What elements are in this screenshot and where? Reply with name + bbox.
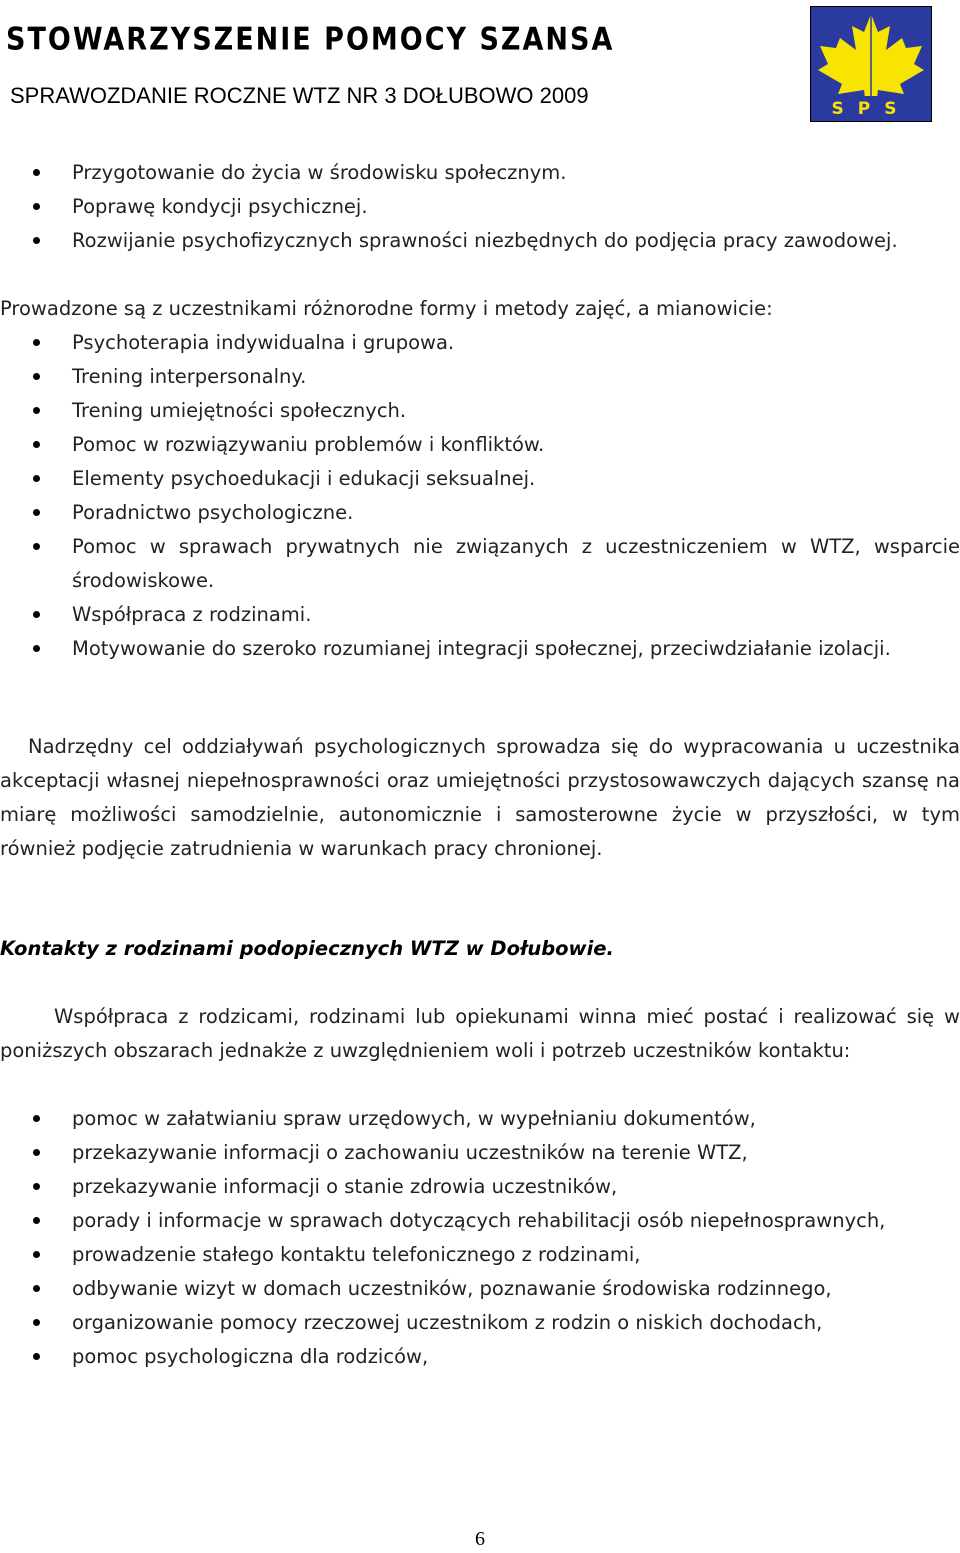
list-item: organizowanie pomocy rzeczowej uczestnikom z rodzin o niskich dochodach, xyxy=(0,1306,960,1340)
goals-list xyxy=(0,156,960,258)
list-item: Trening interpersonalny. xyxy=(0,360,960,394)
list-item: Motywowanie do szeroko rozumianej integracji społecznej, przeciwdziałanie izolacji. xyxy=(0,632,960,666)
list-item: Współpraca z rodzinami. xyxy=(0,598,960,632)
methods-list xyxy=(0,326,960,666)
list-item: Rozwijanie psychofizycznych sprawności niezbędnych do podjęcia pracy zawodowej. xyxy=(0,224,960,258)
list-item: Poprawę kondycji psychicznej. xyxy=(0,190,960,224)
cooperation-areas-list xyxy=(0,1102,960,1374)
cooperation-paragraph xyxy=(0,1000,960,1068)
list-item: Pomoc w rozwiązywaniu problemów i konfliktów. xyxy=(0,428,960,462)
list-item: pomoc psychologiczna dla rodziców, xyxy=(0,1340,960,1374)
list-item: Poradnictwo psychologiczne. xyxy=(0,496,960,530)
list-item: prowadzenie stałego kontaktu telefonicznego z rodzinami, xyxy=(0,1238,960,1272)
list-item: przekazywanie informacji o stanie zdrowia uczestników, xyxy=(0,1170,960,1204)
list-item: Pomoc w sprawach prywatnych nie związanych z uczestniczeniem w WTZ, wsparcie środowiskowe. xyxy=(0,530,960,598)
main-paragraph xyxy=(0,730,960,866)
list-item: Elementy psychoedukacji i edukacji seksualnej. xyxy=(0,462,960,496)
list-item: Przygotowanie do życia w środowisku społecznym. xyxy=(0,156,960,190)
list-item: pomoc w załatwianiu spraw urzędowych, w wypełnianiu dokumentów, xyxy=(0,1102,960,1136)
organization-logo xyxy=(810,6,932,122)
logo-letters: SPS xyxy=(831,99,911,119)
section-heading: Kontakty z rodzinami podopiecznych WTZ w Dołubowie. xyxy=(0,937,614,960)
methods-intro: Prowadzone są z uczestnikami różnorodne formy i metody zajęć, a mianowicie: xyxy=(0,297,773,320)
list-item: Trening umiejętności społecznych. xyxy=(0,394,960,428)
organization-name: STOWARZYSZENIE POMOCY SZANSA xyxy=(6,22,615,58)
report-subtitle: SPRAWOZDANIE ROCZNE WTZ NR 3 DOŁUBOWO 2009 xyxy=(10,83,589,108)
main-paragraph-text: Nadrzędny cel oddziaływań psychologicznych sprowadza się do wypracowania u uczestnika akceptacji własnej niepełnosprawności oraz umiejętności przystosowawczych dających szansę na miarę możliwości samodzielnie, autonomicznie i samosterowne życie w przyszłości, w tym również podjęcie zatrudnienia w warunkach pracy chronionej. xyxy=(0,735,960,860)
list-item: odbywanie wizyt w domach uczestników, poznawanie środowiska rodzinnego, xyxy=(0,1272,960,1306)
list-item: porady i informacje w sprawach dotyczących rehabilitacji osób niepełnosprawnych, xyxy=(0,1204,960,1238)
page-number: 6 xyxy=(475,1528,485,1550)
list-item: przekazywanie informacji o zachowaniu uczestników na terenie WTZ, xyxy=(0,1136,960,1170)
cooperation-paragraph-text: Współpraca z rodzicami, rodzinami lub opiekunami winna mieć postać i realizować się w poniższych obszarach jednakże z uwzględnieniem woli i potrzeb uczestników kontaktu: xyxy=(0,1005,960,1062)
list-item: Psychoterapia indywidualna i grupowa. xyxy=(0,326,960,360)
